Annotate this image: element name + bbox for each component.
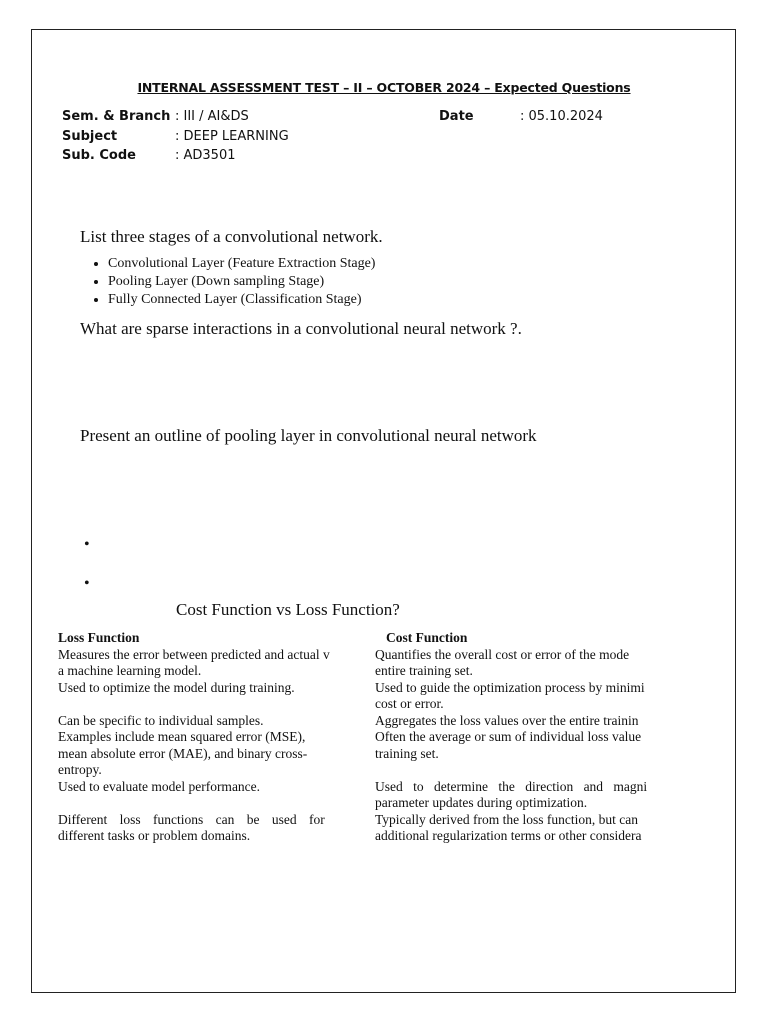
stages-list	[80, 255, 375, 309]
empty-bullet: •	[84, 575, 90, 592]
subject-value: : DEEP LEARNING	[175, 129, 289, 144]
cost-line: Typically derived from the loss function, but can	[375, 811, 638, 827]
loss-line	[58, 696, 370, 713]
list-item: • Convolutional Layer (Feature Extraction Stage)	[108, 255, 375, 273]
loss-line: mean absolute error (MAE), and binary cross-	[58, 745, 308, 761]
cost-line: Quantifies the overall cost or error of the mode	[375, 646, 630, 662]
cost-line: training set.	[375, 745, 439, 761]
loss-line: Different loss functions can be used for	[58, 811, 325, 827]
loss-line: a machine learning model.	[58, 663, 202, 678]
document-title: INTERNAL ASSESSMENT TEST – II – OCTOBER 2024 – Expected Questions	[137, 80, 631, 95]
empty-bullet: •	[84, 536, 90, 553]
question-2: What are sparse interactions in a convolutional neural network ?.	[80, 319, 522, 338]
cost-line: Used to determine the direction and magni	[375, 778, 648, 794]
cost-line: entire training set.	[375, 663, 473, 678]
date-label: Date	[439, 109, 474, 124]
sem-branch-label: Sem. & Branch	[62, 109, 171, 124]
loss-line: different tasks or problem domains.	[58, 828, 251, 843]
date-value: : 05.10.2024	[520, 109, 603, 124]
list-item: • Fully Connected Layer (Classification Stage)	[108, 291, 375, 309]
cost-line: additional regularization terms or other considera	[375, 828, 642, 843]
cost-line: Aggregates the loss values over the entire trainin	[375, 712, 639, 728]
loss-line: Used to optimize the model during training.	[58, 679, 295, 695]
question-1: List three stages of a convolutional network.	[80, 227, 383, 246]
loss-line	[58, 795, 370, 812]
cost-function-column	[375, 630, 679, 845]
cost-line: Often the average or sum of individual loss value	[375, 729, 642, 744]
cost-line: Used to guide the optimization process by minimi	[375, 679, 645, 695]
question-4: Cost Function vs Loss Function?	[176, 600, 400, 619]
loss-line: Measures the error between predicted and actual v	[58, 646, 330, 662]
cost-line: parameter updates during optimization.	[375, 795, 588, 810]
loss-line: entropy.	[58, 762, 102, 777]
loss-function-heading: Loss Function	[58, 630, 140, 645]
sub-code-value: : AD3501	[175, 148, 236, 163]
loss-line: Examples include mean squared error (MSE),	[58, 729, 306, 744]
cost-line	[375, 762, 679, 779]
question-3: Present an outline of pooling layer in convolutional neural network	[80, 426, 537, 445]
page-border	[31, 29, 736, 993]
loss-line: Can be specific to individual samples.	[58, 712, 264, 728]
sem-branch-value: : III / AI&DS	[175, 109, 249, 124]
loss-function-column	[58, 630, 370, 845]
loss-line: Used to evaluate model performance.	[58, 778, 261, 794]
subject-label: Subject	[62, 129, 118, 144]
list-item: • Pooling Layer (Down sampling Stage)	[108, 273, 375, 291]
cost-function-heading: Cost Function	[386, 630, 468, 645]
cost-line: cost or error.	[375, 696, 444, 711]
sub-code-label: Sub. Code	[62, 148, 136, 163]
